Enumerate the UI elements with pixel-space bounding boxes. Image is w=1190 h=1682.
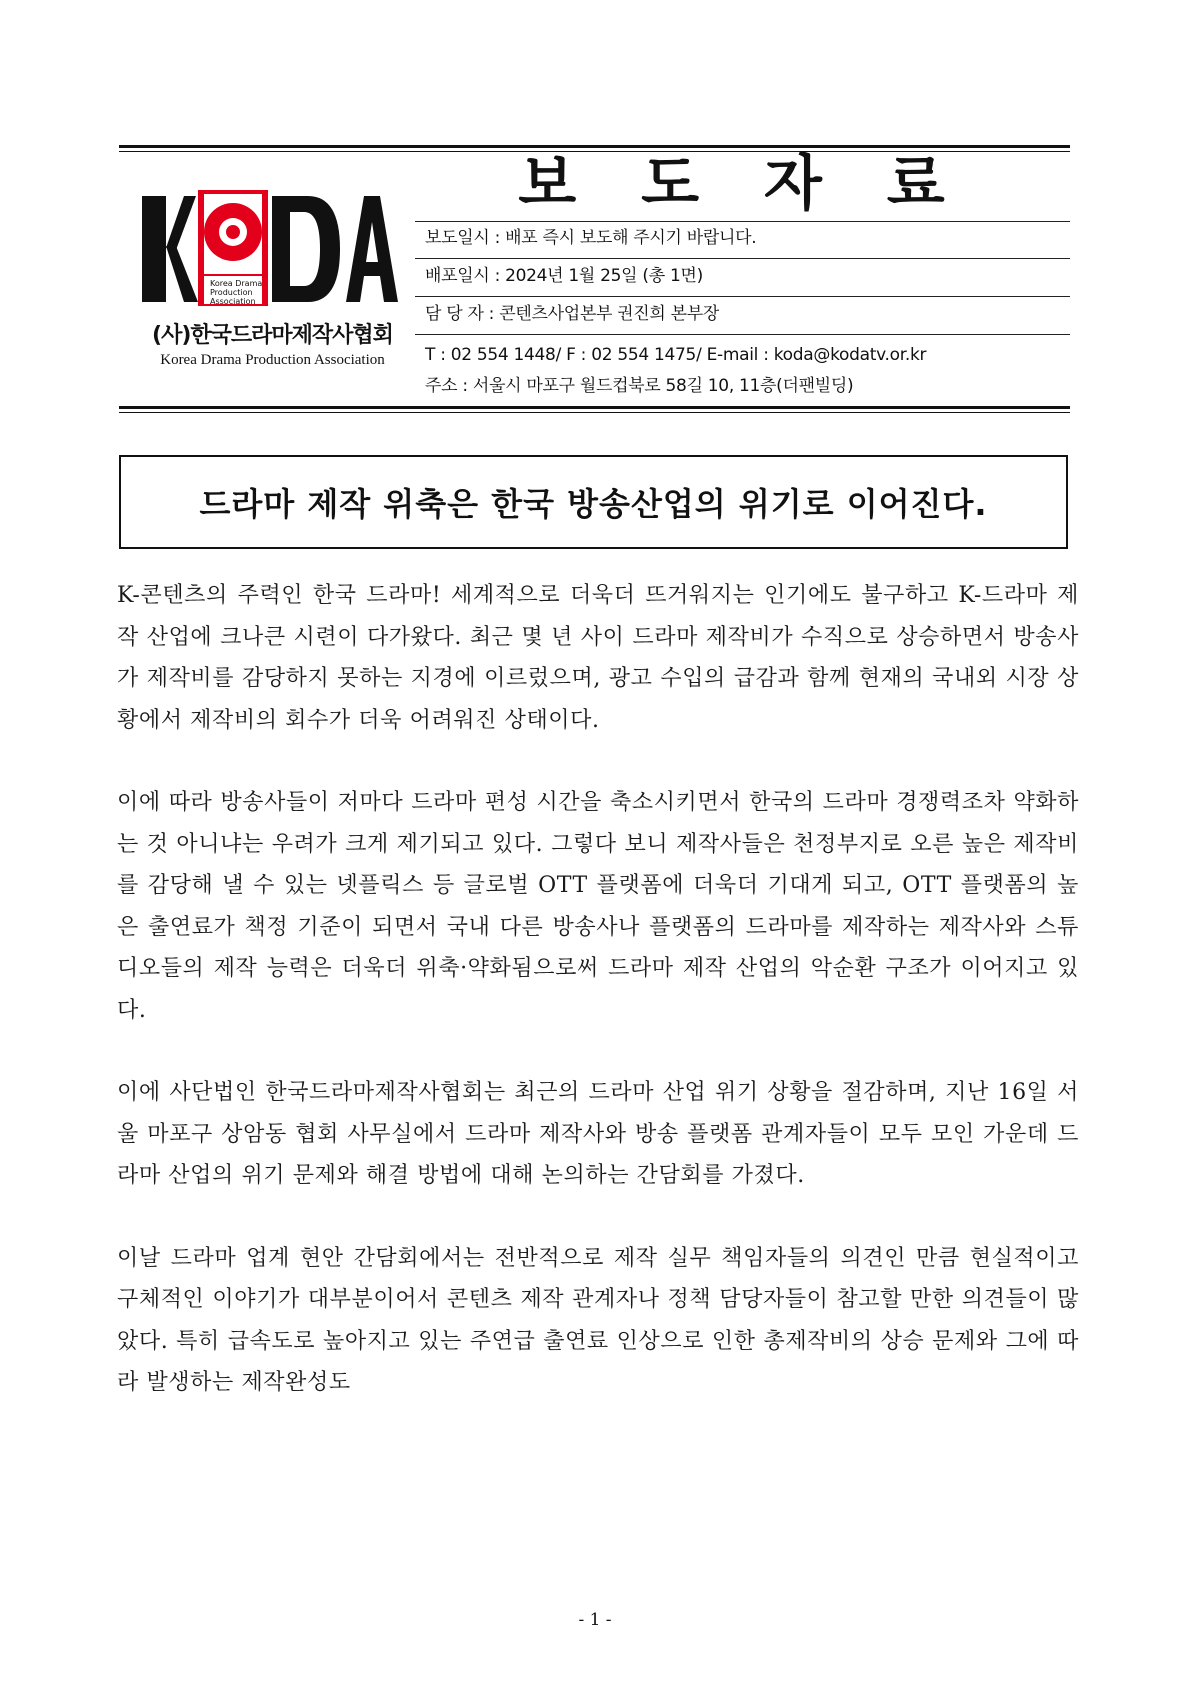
- info-rule-2: [415, 258, 1070, 259]
- paragraph-3: 이에 사단법인 한국드라마제작사협회는 최근의 드라마 산업 위기 상황을 절감하며, 지난 16일 서울 마포구 상암동 협회 사무실에서 드라마 제작사와 방송 플랫폼 관계자들이 모두 모인 가운데 드라마 산업의 위기 문제와 해결 방법에 대해 논의하는 간담회를 가졌다.: [117, 1080, 1079, 1188]
- contact-person: 담 당 자 : 콘텐츠사업본부 권진희 본부장: [425, 304, 720, 324]
- paragraph-4: 이날 드라마 업계 현안 간담회에서는 전반적으로 제작 실무 책임자들의 의견인 만큼 현실적이고 구체적인 이야기가 대부분이어서 콘텐츠 제작 관계자나 정책 담당자들이 참고할 만한 의견들이 많았다. 특히 급속도로 높아지고 있는 주연급 출연료 인상으로 인한 총제작비의 상승 문제와 그에 따라 발생하는 제작완성도: [117, 1245, 1079, 1395]
- contact-numbers: T : 02 554 1448/ F : 02 554 1475/ E-mail : koda@kodatv.or.kr: [425, 345, 927, 365]
- association-name-english: Korea Drama Production Association: [160, 352, 385, 368]
- address: 주소 : 서울시 마포구 월드컵북로 58길 10, 11층(더팬빌딩): [425, 376, 854, 396]
- logo-letter-d: [272, 196, 340, 302]
- association-name-korean: (사)한국드라마제작사협회: [152, 323, 393, 348]
- koda-logo: [140, 190, 400, 385]
- page-number: - 1 -: [578, 1610, 612, 1630]
- distribution-date: 배포일시 : 2024년 1월 25일 (총 1면): [425, 266, 703, 286]
- paragraph-1: K-콘텐츠의 주력인 한국 드라마! 세계적으로 더욱더 뜨거워지는 인기에도 불구하고 K-드라마 제작 산업에 크나큰 시련이 다가왔다. 최근 몇 년 사이 드라마 제작비가 수직으로 상승하면서 방송사가 제작비를 감당하지 못하는 지경에 이르렀으며, 광고 수입의 급감과 함께 현재의 국내외 시장 상황에서 제작비의 회수가 더욱 어려워진 상태이다.: [117, 583, 1079, 733]
- paragraph-2: 이에 따라 방송사들이 저마다 드라마 편성 시간을 축소시키면서 한국의 드라마 경쟁력조차 약화하는 것 아니냐는 우려가 크게 제기되고 있다. 그렇다 보니 제작사들은 천정부지로 오른 높은 제작비를 감당해 낼 수 있는 넷플릭스 등 글로벌 OTT 플랫폼에 더욱더 기대게 되고, OTT 플랫폼의 높은 출연료가 책정 기준이 되면서 국내 다른 방송사나 플랫폼의 드라마를 제작하는 제작사와 스튜디오들의 제작 능력은 더욱더 위축·약화됨으로써 드라마 제작 산업의 악순환 구조가 이어지고 있다.: [117, 790, 1079, 1023]
- logo-letter-k: [142, 196, 198, 302]
- press-release-title: 보 도 자 료: [518, 149, 967, 219]
- info-rule-4: [415, 334, 1070, 335]
- headline-box: [119, 455, 1068, 549]
- headline-text: 드라마 제작 위축은 한국 방송산업의 위기로 이어진다.: [199, 485, 988, 523]
- logo-letter-a: [346, 196, 398, 302]
- header-rule-top-thick: [119, 145, 1070, 148]
- article-body: [117, 575, 1079, 1445]
- logo-small-line-3: Association: [210, 297, 256, 306]
- info-rule-3: [415, 296, 1070, 297]
- logo-small-line-1: Korea Drama: [210, 279, 263, 288]
- logo-letter-o: [198, 190, 268, 306]
- header-rule-bottom-thick: [119, 406, 1070, 409]
- koda-logo-mark: [140, 190, 400, 320]
- logo-small-line-2: Production: [210, 288, 253, 297]
- release-time: 보도일시 : 배포 즉시 보도해 주시기 바랍니다.: [425, 228, 757, 248]
- header-rule-bottom-thin: [119, 412, 1070, 413]
- info-rule-1: [415, 221, 1070, 222]
